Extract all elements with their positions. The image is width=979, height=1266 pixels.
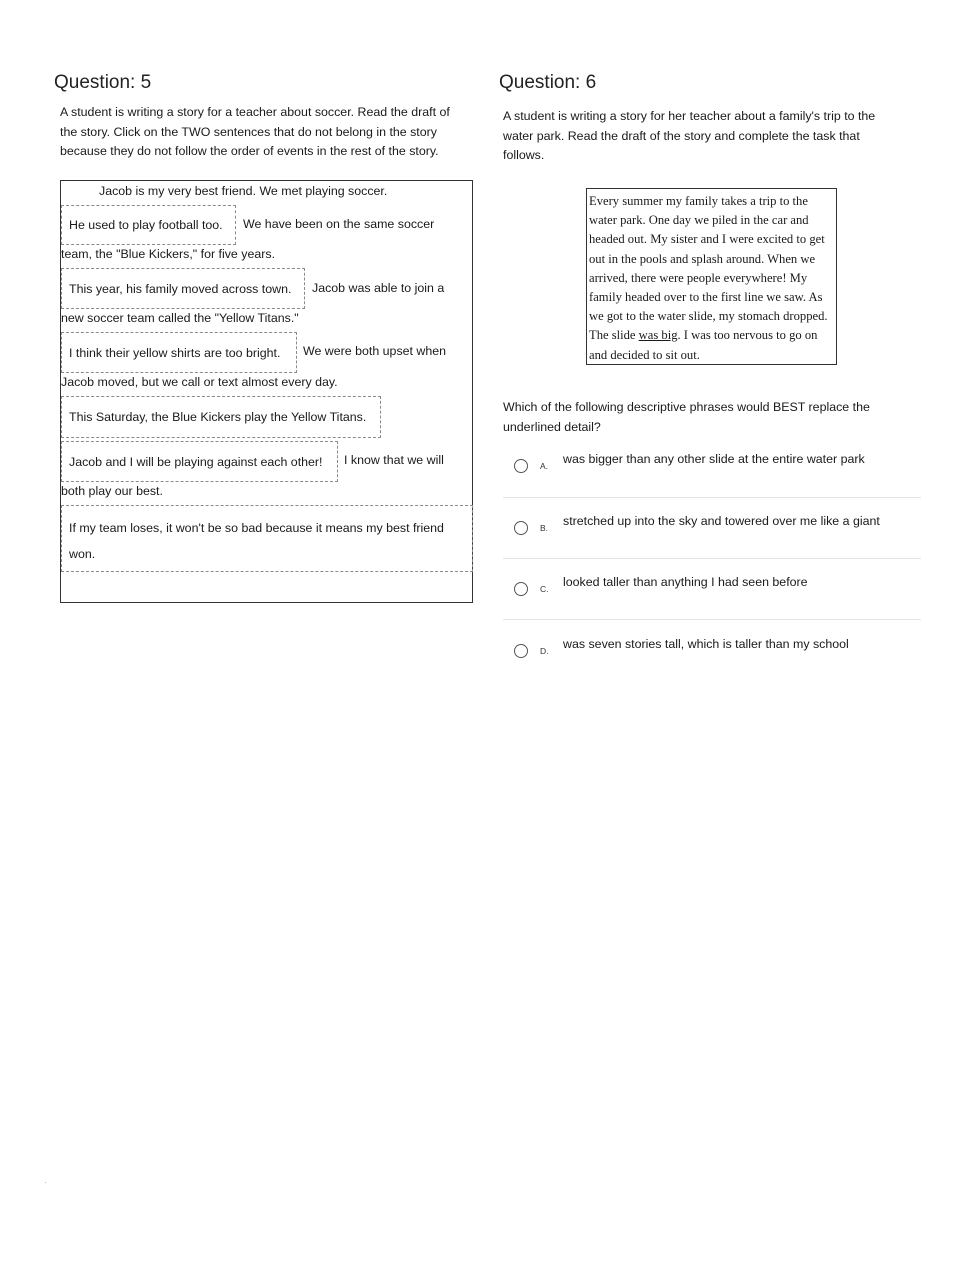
page-mark	[45, 1182, 46, 1183]
story-intro: Jacob is my very best friend. We met playing soccer.	[99, 184, 388, 198]
passage-line: and decided to sit out.	[589, 347, 700, 362]
sentence-option-2[interactable]: This year, his family moved across town.	[61, 268, 305, 309]
choice-letter: B.	[540, 523, 549, 533]
radio-button-icon[interactable]	[514, 521, 528, 535]
story-text: both play our best.	[61, 484, 163, 498]
story-box	[60, 180, 473, 603]
question-6-stem	[503, 398, 870, 437]
sentence-option-3[interactable]: I think their yellow shirts are too bright.	[61, 332, 297, 373]
stem-line: Which of the following descriptive phrases would BEST replace the	[503, 400, 870, 414]
story-text: team, the "Blue Kickers," for five years.	[61, 247, 276, 261]
prompt-line: because they do not follow the order of events in the rest of the story.	[60, 144, 439, 158]
choice-text: was bigger than any other slide at the entire water park	[563, 452, 865, 466]
passage-line: we got to the water slide, my stomach dropped.	[589, 309, 828, 324]
prompt-line: A student is writing a story for a teacher about soccer. Read the draft of	[60, 105, 450, 119]
story-text: new soccer team called the "Yellow Titans."	[61, 311, 299, 325]
passage-line: Every summer my family takes a trip to the	[589, 194, 808, 208]
story-text: We have been on the same soccer	[243, 217, 435, 231]
radio-button-icon[interactable]	[514, 582, 528, 596]
story-passage	[586, 188, 837, 365]
passage-line	[589, 326, 834, 345]
answer-choice-d[interactable]	[503, 620, 921, 681]
answer-choice-b[interactable]	[503, 498, 921, 559]
passage-line: water park. One day we piled in the car and	[589, 213, 809, 228]
sentence-option-4[interactable]: This Saturday, the Blue Kickers play the Yellow Titans.	[61, 396, 381, 438]
choice-letter: C.	[540, 584, 549, 594]
sentence-option-5[interactable]: Jacob and I will be playing against each other!	[61, 441, 338, 482]
choice-text: was seven stories tall, which is taller than my school	[563, 637, 849, 651]
stem-line: underlined detail?	[503, 419, 601, 434]
story-text: We were both upset when	[303, 344, 447, 358]
underlined-detail: was big	[638, 328, 678, 343]
choice-text: stretched up into the sky and towered over me like a giant	[563, 514, 880, 528]
question-6-prompt	[503, 107, 875, 166]
prompt-line: A student is writing a story for her teacher about a family's trip to the	[503, 109, 876, 123]
choice-letter: A.	[540, 461, 549, 471]
story-text: I know that we will	[344, 453, 444, 467]
answer-choice-a[interactable]	[503, 437, 921, 498]
sentence-option-6[interactable]: If my team loses, it won't be so bad because it means my best friend won.	[61, 505, 473, 572]
answer-choice-c[interactable]	[503, 559, 921, 620]
story-text: Jacob was able to join a	[312, 281, 445, 295]
passage-text: The slide	[589, 328, 639, 343]
passage-line: arrived, there were people everywhere! My	[589, 270, 808, 285]
sentence-option-1[interactable]: He used to play football too.	[61, 205, 236, 245]
passage-line: headed out. My sister and I were excited to get	[589, 232, 825, 247]
radio-button-icon[interactable]	[514, 459, 528, 473]
choice-letter: D.	[540, 646, 549, 656]
question-6-title: Question: 6	[499, 72, 597, 93]
prompt-line: follows.	[503, 148, 545, 162]
radio-button-icon[interactable]	[514, 644, 528, 658]
question-5-title: Question: 5	[54, 72, 152, 93]
prompt-line: water park. Read the draft of the story and complete the task that	[503, 128, 860, 143]
question-5-prompt	[60, 103, 450, 162]
prompt-line: the story. Click on the TWO sentences that do not belong in the story	[60, 124, 437, 139]
story-text: Jacob moved, but we call or text almost every day.	[61, 375, 338, 389]
passage-text: . I was too nervous to go on	[677, 328, 818, 343]
passage-line: out in the pools and splash around. When we	[589, 251, 816, 266]
passage-line: family headed over to the first line we saw. As	[589, 290, 823, 305]
choice-text: looked taller than anything I had seen before	[563, 575, 808, 589]
